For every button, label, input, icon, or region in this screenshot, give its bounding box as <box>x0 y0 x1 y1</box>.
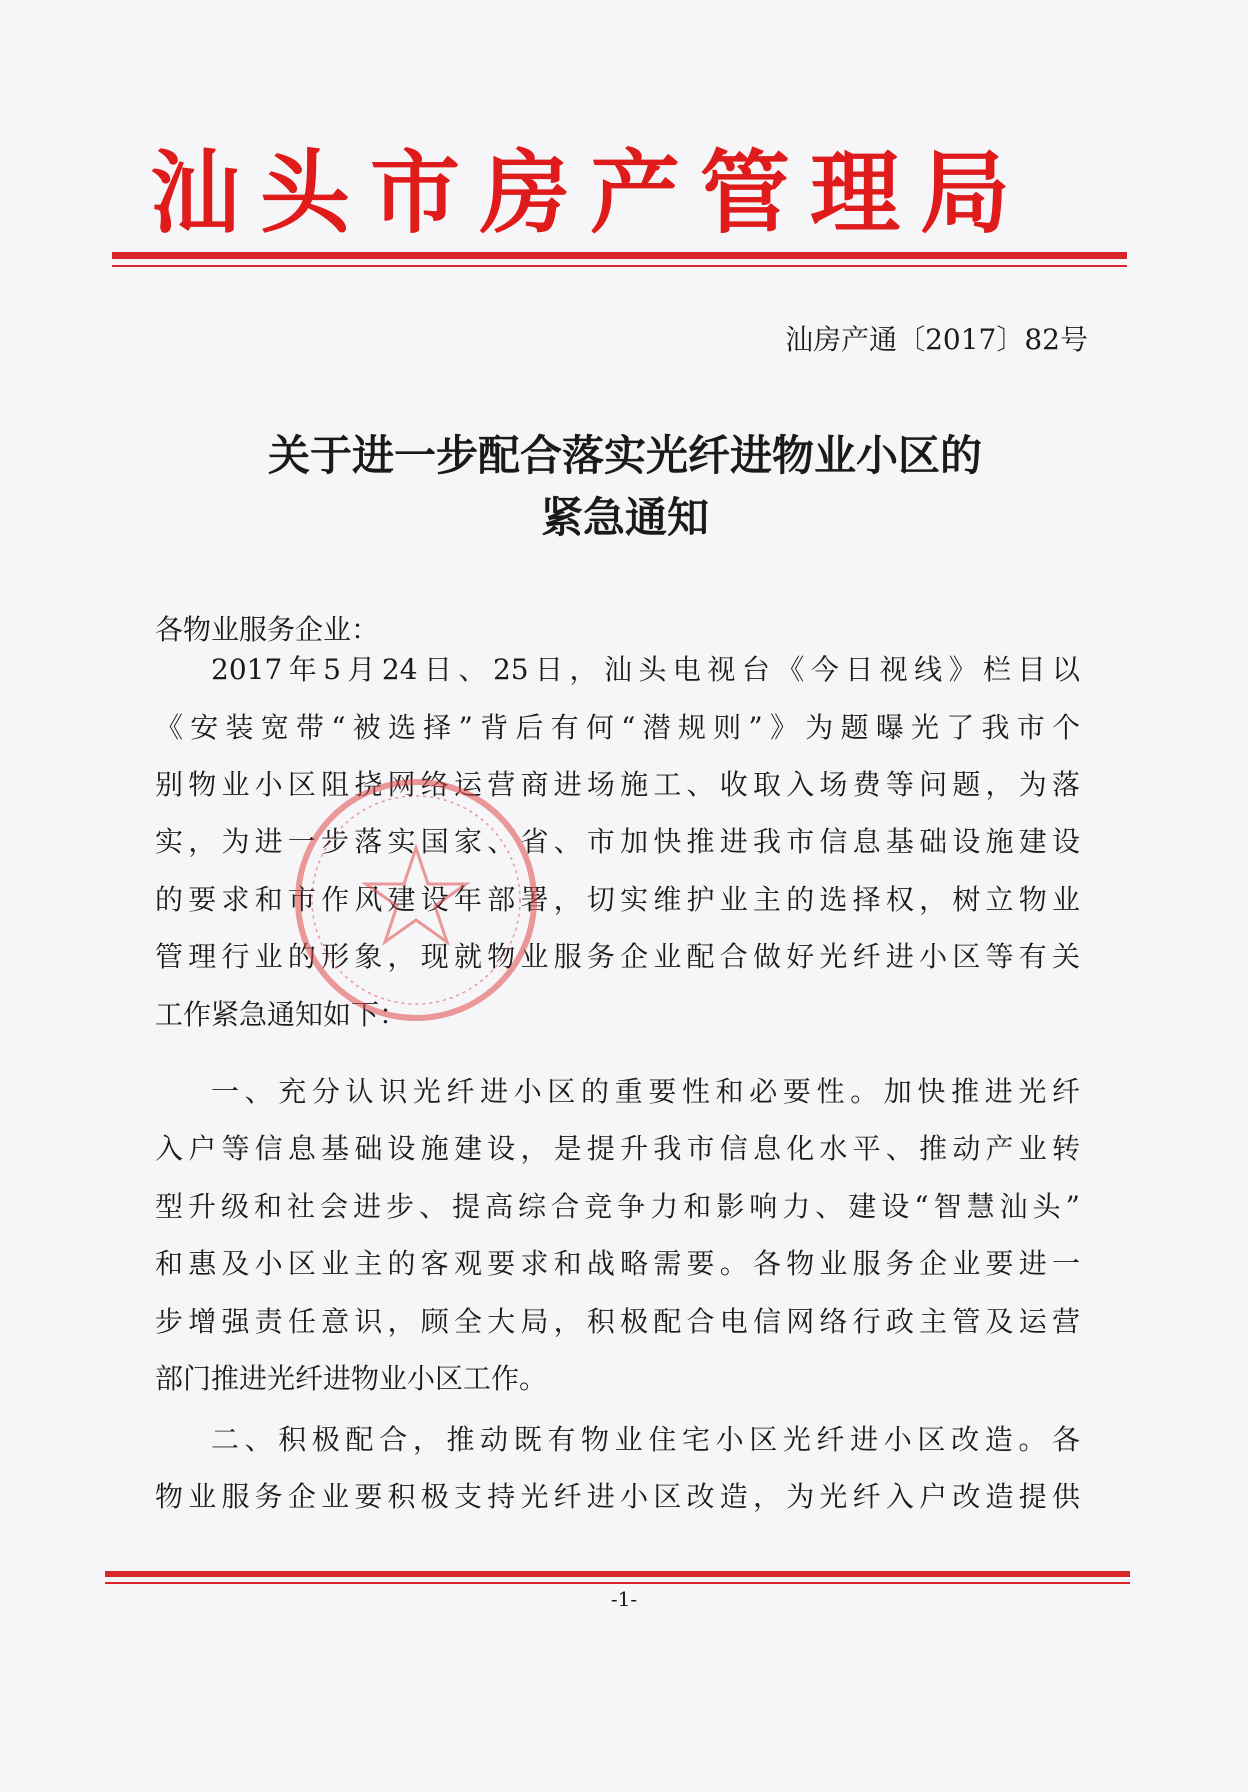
page-number: -1- <box>610 1587 638 1611</box>
body-line: 物业服务企业要积极支持光纤进小区改造，为光纤入户改造提供 <box>155 1480 1080 1513</box>
body-line: 实，为进一步落实国家、省、市加快推进我市信息基础设施建设 <box>155 825 1080 858</box>
salutation: 各物业服务企业： <box>155 613 380 646</box>
body-line: 的要求和市作风建设年部署，切实维护业主的选择权，树立物业 <box>155 883 1080 916</box>
body-line: 2017年5月24日、25日，汕头电视台《今日视线》栏目以 <box>211 653 1080 686</box>
issuing-authority-header: 汕头市房产管理局 <box>150 140 1030 246</box>
body-line: 和惠及小区业主的客观要求和战略需要。各物业服务企业要进一 <box>155 1247 1080 1280</box>
document-title-line-2: 紧急通知 <box>540 493 709 542</box>
body-line: 入户等信息基础设施建设，是提升我市信息化水平、推动产业转 <box>155 1132 1080 1165</box>
body-line: 《安装宽带“被选择”背后有何“潜规则”》为题曝光了我市个 <box>155 711 1080 744</box>
header-divider-thin <box>112 265 1127 267</box>
body-line: 二、积极配合，推动既有物业住宅小区光纤进小区改造。各 <box>211 1423 1080 1456</box>
body-line: 别物业小区阻挠网络运营商进场施工、收取入场费等问题，为落 <box>155 768 1080 801</box>
header-divider-thick <box>112 252 1127 259</box>
body-line: 管理行业的形象，现就物业服务企业配合做好光纤进小区等有关 <box>155 940 1080 973</box>
body-line: 一、充分认识光纤进小区的重要性和必要性。加快推进光纤 <box>211 1075 1080 1108</box>
footer-divider-thick <box>105 1571 1130 1577</box>
document-title <box>150 425 1100 549</box>
body-line: 型升级和社会进步、提高综合竞争力和影响力、建设“智慧汕头” <box>155 1190 1080 1223</box>
document-title-line-1: 关于进一步配合落实光纤进物业小区的 <box>267 431 982 480</box>
official-seal-icon <box>286 770 546 1030</box>
body-line: 部门推进光纤进物业小区工作。 <box>155 1362 548 1395</box>
footer-divider-thin <box>105 1582 1130 1584</box>
body-line: 步增强责任意识，顾全大局，积极配合电信网络行政主管及运营 <box>155 1305 1080 1338</box>
document-number: 汕房产通〔2017〕82号 <box>785 323 1088 356</box>
body-line: 工作紧急通知如下： <box>155 998 408 1031</box>
